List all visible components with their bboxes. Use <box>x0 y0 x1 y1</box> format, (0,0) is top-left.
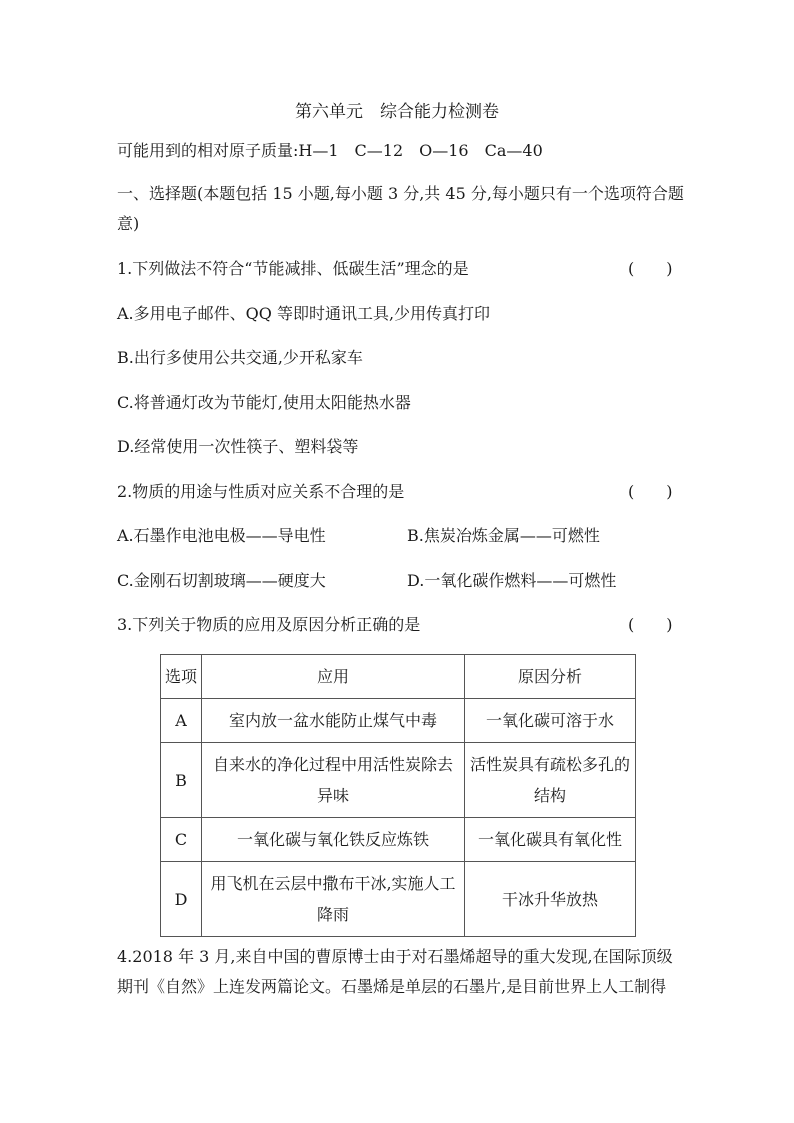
table-row <box>161 862 636 937</box>
page-title: 第六单元 综合能力检测卷 <box>295 102 499 122</box>
atomic-mass-note: 可能用到的相对原子质量:H—1 C—12 O—16 Ca—40 <box>117 141 543 160</box>
q2-option-d: D.一氧化碳作燃料——可燃性 <box>407 571 617 590</box>
q2-option-b: B.焦炭冶炼金属——可燃性 <box>407 526 600 545</box>
q1-stem: 1.下列做法不符合“节能减排、低碳生活”理念的是 <box>117 259 469 278</box>
q4-line2: 期刊《自然》上连发两篇论文。石墨烯是单层的石墨片,是目前世界上人工制得 <box>117 977 667 996</box>
q1-option-d: D.经常使用一次性筷子、塑料袋等 <box>117 437 359 456</box>
section-heading-line1: 一、选择题(本题包括 15 小题,每小题 3 分,共 45 分,每小题只有一个选项符合题 <box>117 184 684 203</box>
table-cell: 一氧化碳具有氧化性 <box>465 818 636 862</box>
table-cell: 活性炭具有疏松多孔的结构 <box>465 743 636 818</box>
q2-answer-paren: ( ) <box>628 482 673 501</box>
table-cell: 干冰升华放热 <box>465 862 636 937</box>
q4-line1: 4.2018 年 3 月,来自中国的曹原博士由于对石墨烯超导的重大发现,在国际顶级 <box>117 947 673 966</box>
q1-answer-paren: ( ) <box>628 259 673 278</box>
table-header-row <box>161 655 636 699</box>
table-cell: C <box>161 818 202 862</box>
table-row <box>161 743 636 818</box>
table-cell: 室内放一盆水能防止煤气中毒 <box>202 699 465 743</box>
table-cell: 一氧化碳可溶于水 <box>465 699 636 743</box>
table-cell: 用飞机在云层中撒布干冰,实施人工降雨 <box>202 862 465 937</box>
q2-stem: 2.物质的用途与性质对应关系不合理的是 <box>117 482 405 501</box>
table-header: 应用 <box>202 655 465 699</box>
table-cell: 一氧化碳与氧化铁反应炼铁 <box>202 818 465 862</box>
q1-option-b: B.出行多使用公共交通,少开私家车 <box>117 348 363 367</box>
q3-stem: 3.下列关于物质的应用及原因分析正确的是 <box>117 615 421 634</box>
q2-option-c: C.金刚石切割玻璃——硬度大 <box>117 571 326 590</box>
table-cell: D <box>161 862 202 937</box>
q1-option-c: C.将普通灯改为节能灯,使用太阳能热水器 <box>117 393 411 412</box>
table-cell: B <box>161 743 202 818</box>
table-row <box>161 818 636 862</box>
table-row <box>161 699 636 743</box>
q3-options-table <box>160 654 636 937</box>
q2-option-a: A.石墨作电池电极——导电性 <box>117 526 326 545</box>
table-header: 原因分析 <box>465 655 636 699</box>
table-cell: A <box>161 699 202 743</box>
table-header: 选项 <box>161 655 202 699</box>
q1-option-a: A.多用电子邮件、QQ 等即时通讯工具,少用传真打印 <box>117 304 491 323</box>
table-cell: 自来水的净化过程中用活性炭除去异味 <box>202 743 465 818</box>
section-heading-line2: 意) <box>117 214 140 233</box>
q3-answer-paren: ( ) <box>628 615 673 634</box>
